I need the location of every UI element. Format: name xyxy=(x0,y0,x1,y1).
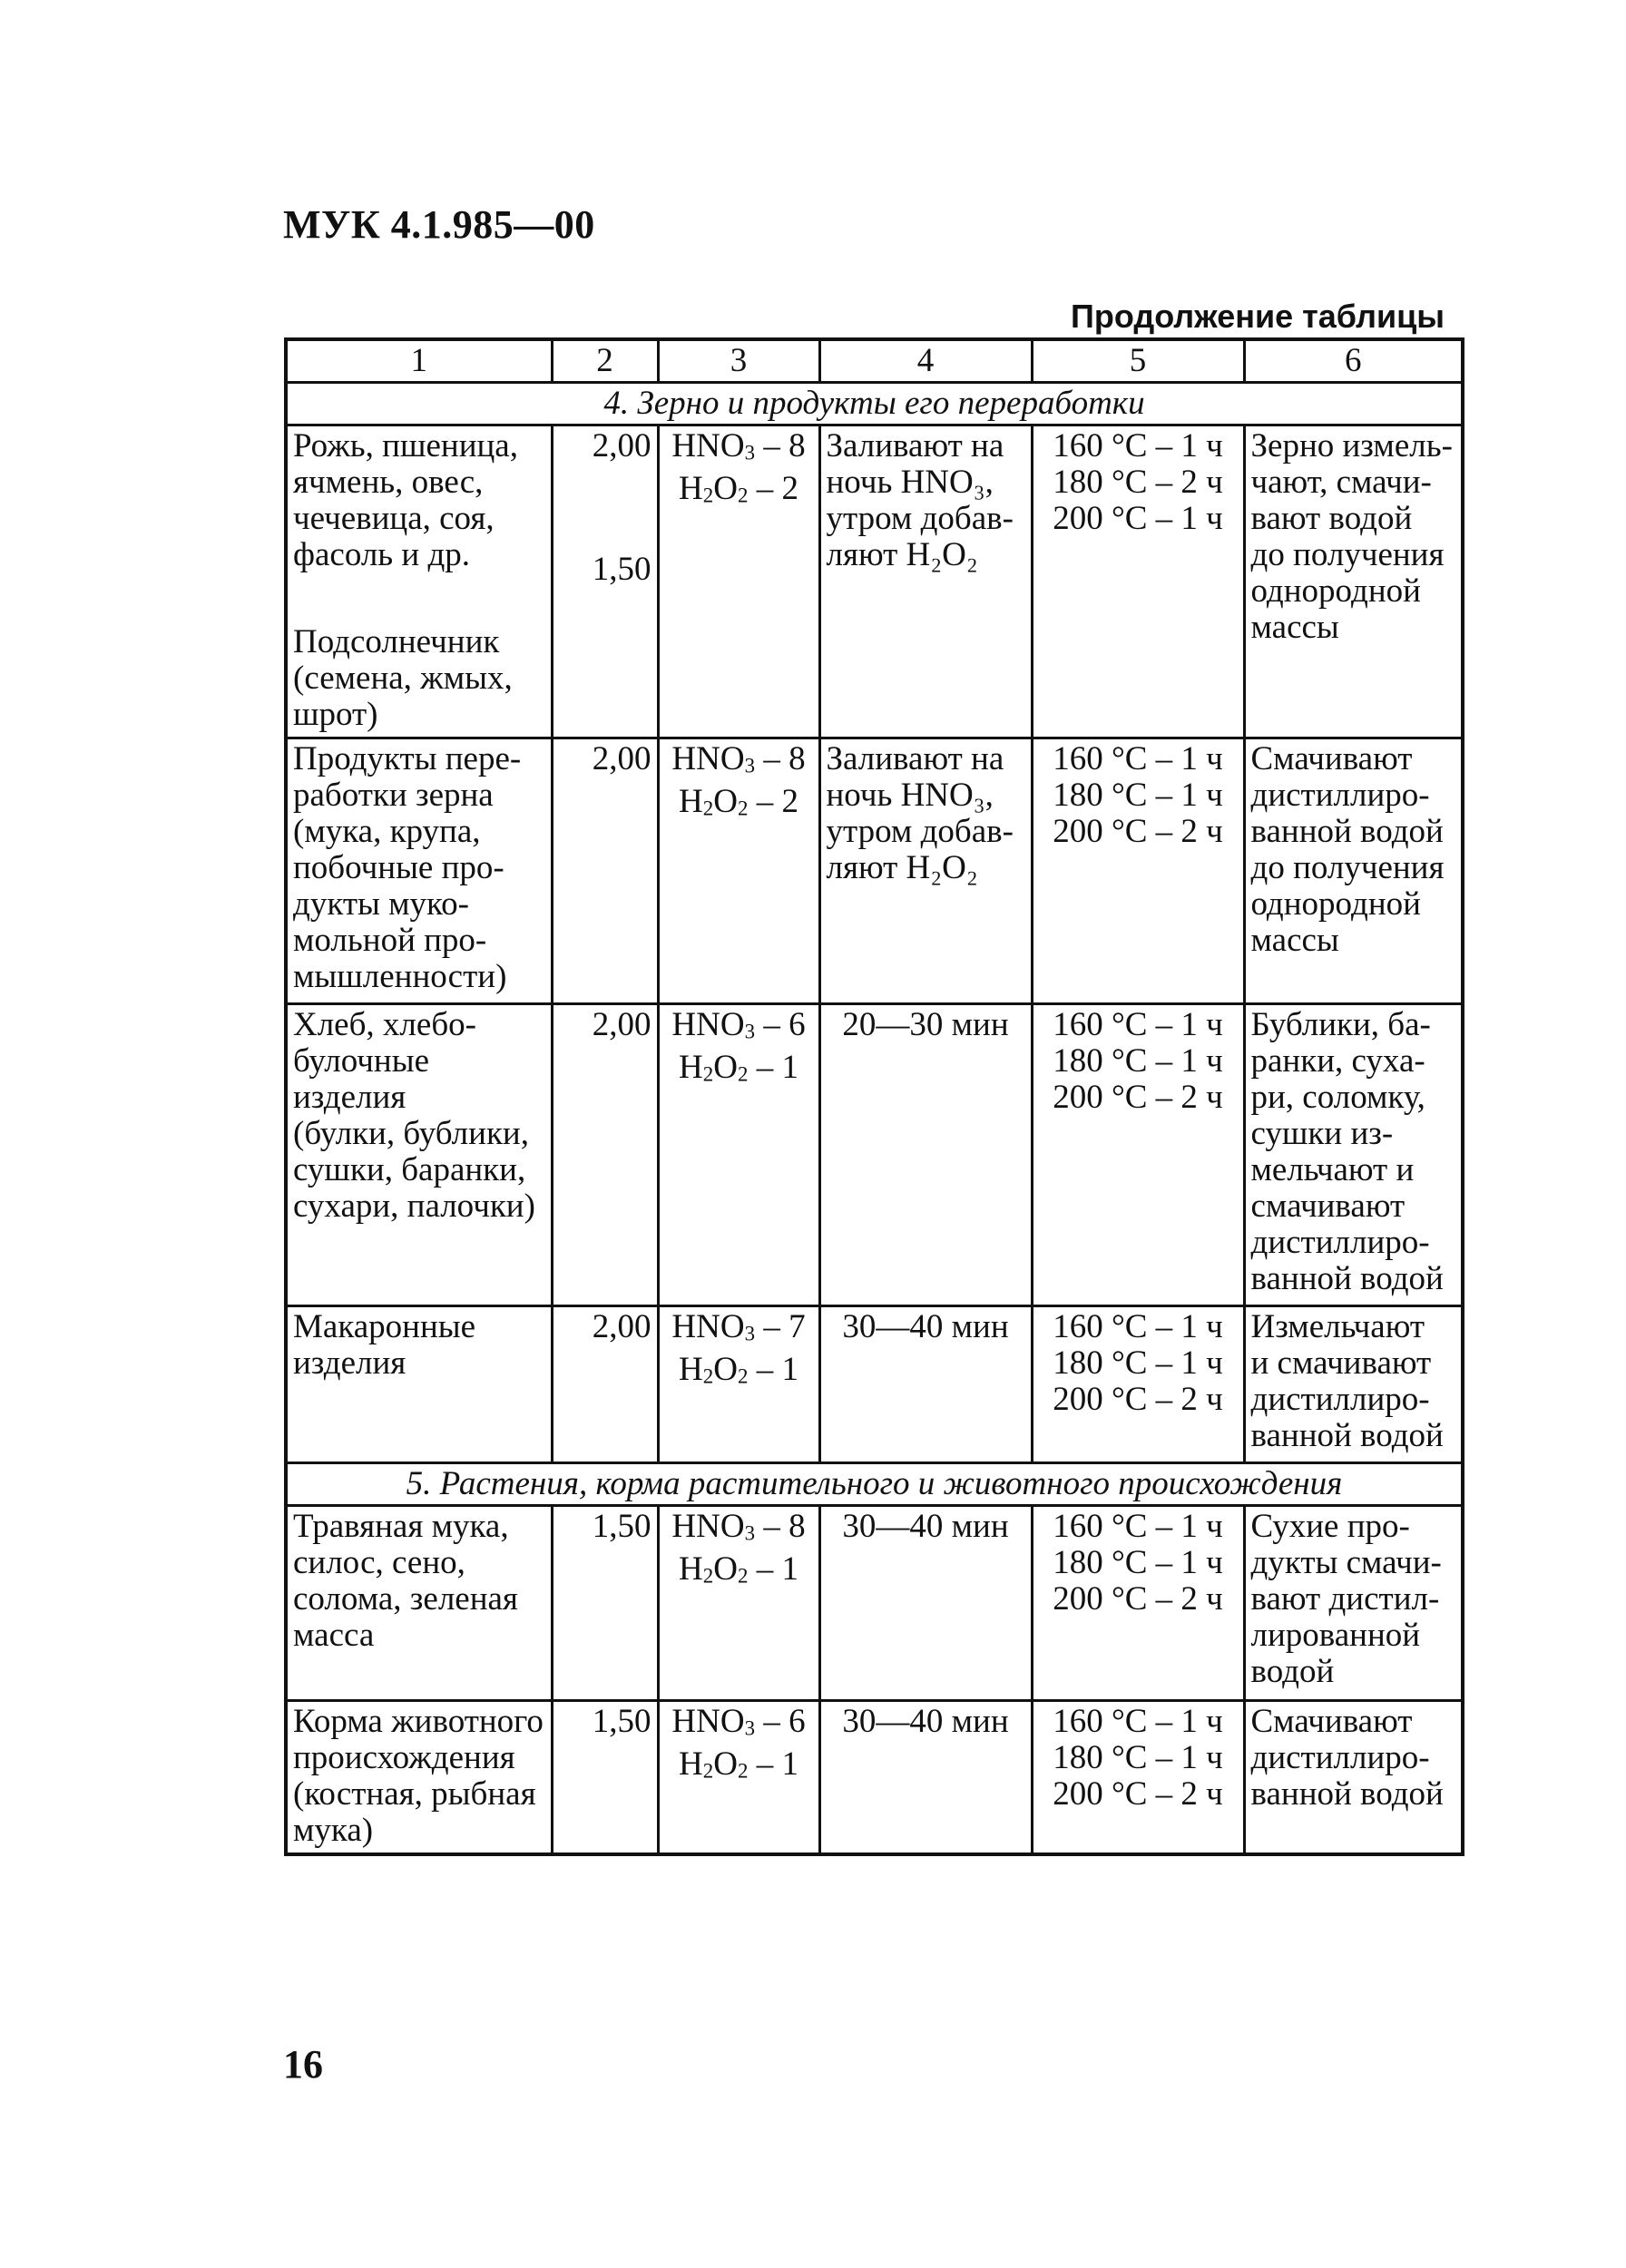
product-cell xyxy=(286,425,552,738)
reagent-line: $H_2O_2 - 1$ xyxy=(679,1049,798,1087)
pretreatment-cell: 30—40 мин xyxy=(819,1506,1032,1701)
product-name: Хлеб, хлебо- булочные изделия (булки, бублики, сушки, баранки, сухари, палочки) xyxy=(286,1004,552,1306)
reagent-line: $H_2O_2 - 1$ xyxy=(679,1550,798,1589)
heating-mode-cell: 160 °С – 1 ч 180 °С – 1 ч 200 °С – 2 ч xyxy=(1032,1506,1244,1701)
column-number: 1 xyxy=(286,339,552,383)
sample-mass: 2,00 xyxy=(552,1004,658,1306)
table-row xyxy=(286,1306,1463,1463)
heating-mode-cell: 160 °С – 1 ч 180 °С – 1 ч 200 °С – 2 ч xyxy=(1032,738,1244,1004)
reagents-cell xyxy=(658,1004,819,1306)
reagent-line: $H_2O_2 - 2$ xyxy=(679,783,798,821)
reagent-line: $H_2O_2 - 2$ xyxy=(679,470,798,508)
sample-mass: 1,50 xyxy=(592,551,651,588)
product-name: Травяная мука, силос, сено, солома, зеленая масса xyxy=(286,1506,552,1701)
pretreatment-cell: Заливают на ночь HNO₃, утром добав- ляют H₂O₂ xyxy=(819,425,1032,738)
reagents-cell xyxy=(658,1306,819,1463)
heating-mode-cell: 160 °С – 1 ч 180 °С – 1 ч 200 °С – 2 ч xyxy=(1032,1306,1244,1463)
column-number: 4 xyxy=(819,339,1032,383)
sample-mass-cell xyxy=(552,425,658,738)
pretreatment-cell: 30—40 мин xyxy=(819,1701,1032,1855)
heating-mode-cell: 160 °С – 1 ч 180 °С – 1 ч 200 °С – 2 ч xyxy=(1032,1701,1244,1855)
note-cell: Смачивают дистиллиро- ванной водой xyxy=(1244,1701,1463,1855)
product-name: Корма животного происхождения (костная, рыбная мука) xyxy=(286,1701,552,1855)
pretreatment-cell: 20—30 мин xyxy=(819,1004,1032,1306)
product-name: Макаронные изделия xyxy=(286,1306,552,1463)
sample-mass: 2,00 xyxy=(552,738,658,1004)
reagent-line: $HNO_3 - 8$ xyxy=(671,740,806,777)
product-name: Подсолнечник (семена, жмых, шрот) xyxy=(293,623,513,733)
table-row xyxy=(286,1701,1463,1855)
reagent-line: $H_2O_2 - 1$ xyxy=(679,1745,798,1784)
sample-mass: 2,00 xyxy=(592,427,651,464)
sample-mass: 2,00 xyxy=(552,1306,658,1463)
column-number-row xyxy=(286,339,1463,383)
sample-mass: 1,50 xyxy=(552,1506,658,1701)
reagents-cell xyxy=(658,738,819,1004)
sample-mass: 1,50 xyxy=(552,1701,658,1855)
product-name: Рожь, пшеница, ячмень, овес, чечевица, соя, фасоль и др. xyxy=(293,427,518,573)
note-cell: Измельчают и смачивают дистиллиро- ванной водой xyxy=(1244,1306,1463,1463)
section-heading-row xyxy=(286,1463,1463,1506)
column-number: 3 xyxy=(658,339,819,383)
reagent-line: $HNO_3 - 7$ xyxy=(671,1308,806,1345)
note-cell: Сухие про- дукты смачи- вают дистил- лированной водой xyxy=(1244,1506,1463,1701)
note-cell: Бублики, ба- ранки, суха- ри, соломку, сушки из- мельчают и смачивают дистиллиро- ванной водой xyxy=(1244,1004,1463,1306)
table-row xyxy=(286,738,1463,1004)
reagents-cell xyxy=(658,1506,819,1701)
heating-mode-cell: 160 °С – 1 ч 180 °С – 1 ч 200 °С – 2 ч xyxy=(1032,1004,1244,1306)
page-number: 16 xyxy=(283,2042,323,2087)
section-heading: 5. Растения, корма растительного и животного происхождения xyxy=(286,1463,1463,1506)
note-cell: Зерно измель- чают, смачи- вают водой до получения однородной массы xyxy=(1244,425,1463,738)
product-name: Продукты пере- работки зерна (мука, крупа, побочные про- дукты муко- мольной про- мышленности) xyxy=(286,738,552,1004)
reagent-line: $HNO_3 - 8$ xyxy=(671,1508,806,1545)
column-number: 2 xyxy=(552,339,658,383)
reagent-line: $HNO_3 - 6$ xyxy=(671,1006,806,1043)
document-code: МУК 4.1.985—00 xyxy=(283,202,595,247)
pretreatment-cell: 30—40 мин xyxy=(819,1306,1032,1463)
table-continuation-caption: Продолжение таблицы xyxy=(1070,298,1445,335)
section-heading: 4. Зерно и продукты его переработки xyxy=(286,383,1463,425)
section-heading-row xyxy=(286,383,1463,425)
reagents-cell xyxy=(658,425,819,738)
pretreatment-cell: Заливают на ночь HNO₃, утром добав- ляют H₂O₂ xyxy=(819,738,1032,1004)
reagent-line: $HNO_3 - 8$ xyxy=(671,427,806,464)
reagent-line: $H_2O_2 - 1$ xyxy=(679,1351,798,1389)
reagents-cell xyxy=(658,1701,819,1855)
reagent-line: $HNO_3 - 6$ xyxy=(671,1703,806,1740)
digestion-table xyxy=(284,337,1464,1856)
column-number: 5 xyxy=(1032,339,1244,383)
table-row xyxy=(286,1506,1463,1701)
heating-mode-cell: 160 °С – 1 ч 180 °С – 2 ч 200 °С – 1 ч xyxy=(1032,425,1244,738)
table-row xyxy=(286,425,1463,738)
column-number: 6 xyxy=(1244,339,1463,383)
table-row xyxy=(286,1004,1463,1306)
note-cell: Смачивают дистиллиро- ванной водой до получения однородной массы xyxy=(1244,738,1463,1004)
